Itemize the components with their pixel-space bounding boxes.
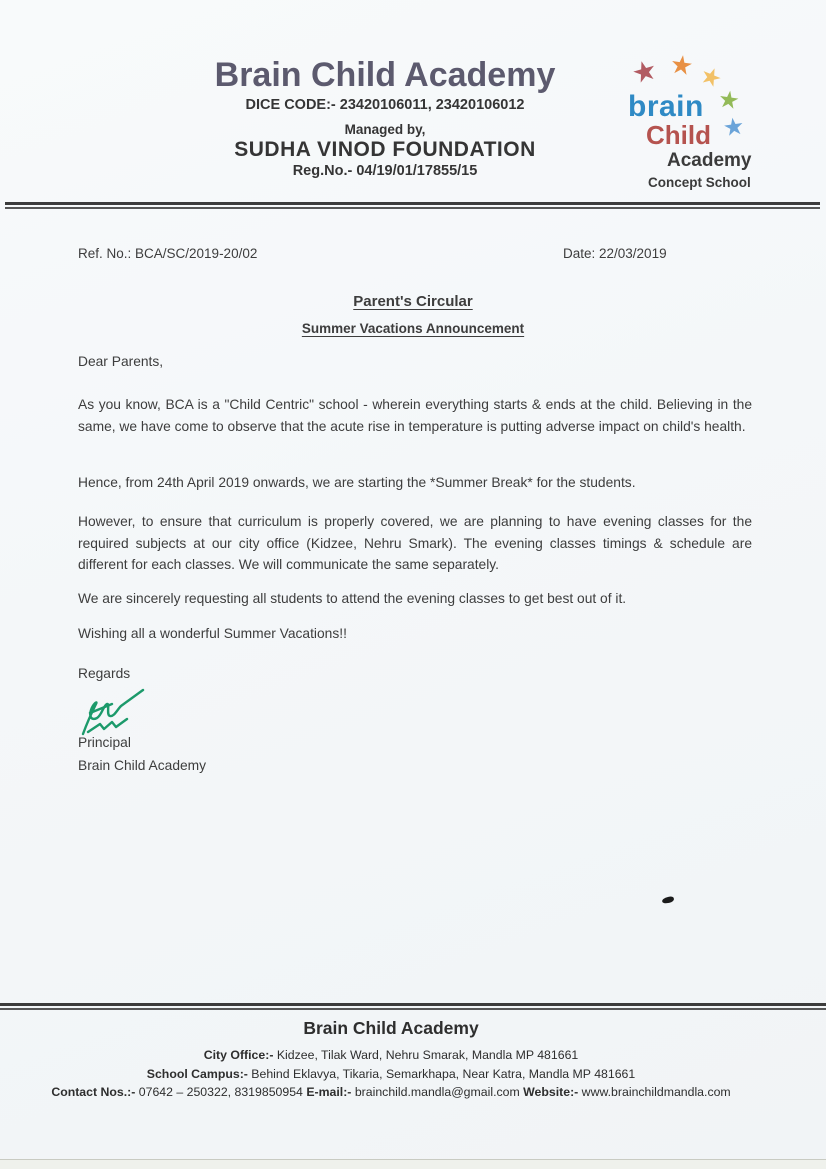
body-paragraph: However, to ensure that curriculum is properly covered, we are planning to have evening classes for the required subjects at our city office (Kidzee, Nehru Smark). The evening classes timings & schedule are different for each classes. We will communicate the same separately. [78, 514, 752, 572]
star-icon: ★ [721, 112, 747, 143]
scan-edge [0, 1159, 826, 1169]
signatory-organization: Brain Child Academy [78, 758, 207, 773]
principal-signature [76, 683, 150, 737]
body-paragraph: We are sincerely requesting all students to attend the evening classes to get best out of it. [78, 591, 627, 606]
reference-number: Ref. No.: BCA/SC/2019-20/02 [78, 246, 258, 261]
managed-by-label: Managed by, [344, 122, 426, 137]
body-paragraph: Wishing all a wonderful Summer Vacations!! [78, 626, 347, 641]
logo-word-brain: brain [628, 90, 704, 123]
header-divider [5, 202, 820, 209]
salutation: Dear Parents, [78, 354, 164, 369]
school-title: Brain Child Academy [214, 56, 556, 94]
ink-smudge [662, 896, 675, 904]
logo-word-academy: Academy [667, 150, 752, 171]
star-icon: ★ [668, 48, 696, 82]
logo-word-child: Child [646, 120, 711, 150]
dice-code: DICE CODE:- 23420106011, 23420106012 [245, 97, 525, 113]
star-icon: ★ [628, 53, 661, 90]
footer [0, 1018, 782, 1102]
foundation-name: SUDHA VINOD FOUNDATION [234, 138, 536, 161]
star-icon: ★ [695, 60, 726, 95]
body-paragraph: As you know, BCA is a "Child Centric" school - wherein everything starts & ends at the child. Believing in the same, we have come to observe that the acute rise in temperature is putting adverse impact on child's health. [78, 397, 752, 434]
school-logo [616, 48, 776, 196]
footer-divider [0, 1003, 826, 1010]
body-paragraph: Hence, from 24th April 2019 onwards, we are starting the *Summer Break* for the students. [78, 475, 636, 490]
footer-city-office: City Office:- Kidzee, Tilak Ward, Nehru Smarak, Mandla MP 481661 [203, 1048, 579, 1062]
footer-contact-line: Contact Nos.:- 07642 – 250322, 8319850954 E-mail:- brainchild.mandla@gmail.com Website:- www.brainchildmandla.com [51, 1085, 731, 1099]
registration-number: Reg.No.- 04/19/01/17855/15 [292, 163, 478, 179]
footer-school-campus: School Campus:- Behind Eklavya, Tikaria, Semarkhapa, Near Katra, Mandla MP 481661 [146, 1066, 636, 1081]
reference-row [78, 246, 750, 261]
signatory-title: Principal [78, 735, 131, 750]
circular-subtitle: Summer Vacations Announcement [301, 321, 525, 336]
footer-school-name: Brain Child Academy [303, 1018, 479, 1038]
star-icon: ★ [716, 85, 742, 116]
logo-tagline: Concept School [648, 175, 751, 190]
circular-title: Parent's Circular [353, 293, 473, 310]
closing-word: Regards [78, 666, 131, 681]
letter-date: Date: 22/03/2019 [563, 246, 667, 261]
